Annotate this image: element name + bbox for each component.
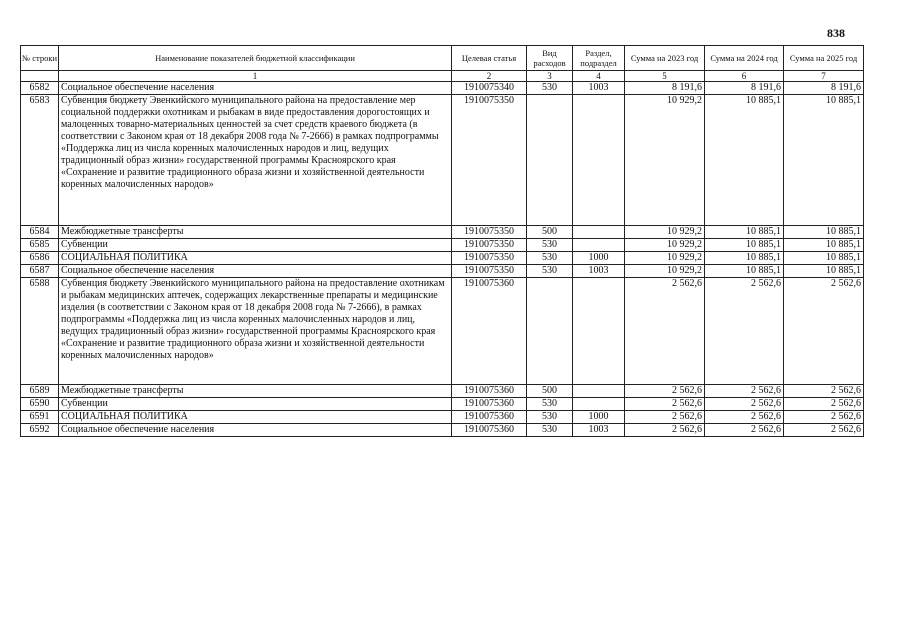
row-sum-2024-cell: 10 885,1 <box>705 252 784 265</box>
row-section-cell: 1000 <box>573 252 625 265</box>
row-sum-2024-cell: 2 562,6 <box>705 398 784 411</box>
table-row <box>21 252 864 265</box>
row-sum-2023-cell: 10 929,2 <box>625 226 705 239</box>
row-sum-2024-cell: 10 885,1 <box>705 239 784 252</box>
row-sum-2024-cell: 2 562,6 <box>705 385 784 398</box>
row-sum-2025-cell: 10 885,1 <box>784 95 864 226</box>
column-number: 7 <box>784 71 864 82</box>
row-section-cell <box>573 95 625 226</box>
row-name-cell: Субвенция бюджету Эвенкийского муниципального района на предоставление охотникам и рыбакам медицинских аптечек, содержащих лекарственные препараты и медицинские изделия (в соответствии с Законом края от 18 декабря 2008 года № 7-2666), в рамках подпрограммы «Поддержка лиц из числа коренных малочисленных народов и лиц, ведущих традиционный образ жизни» государственной программы Красноярского края «Сохранение и развитие традиционного образа жизни и хозяйственной деятельности коренных малочисленных народов» <box>59 278 452 385</box>
row-expense-type-cell: 530 <box>527 252 573 265</box>
row-sum-2023-cell: 8 191,6 <box>625 82 705 95</box>
row-name-cell: СОЦИАЛЬНАЯ ПОЛИТИКА <box>59 411 452 424</box>
row-target-article-cell: 1910075360 <box>452 278 527 385</box>
row-target-article-cell: 1910075350 <box>452 226 527 239</box>
row-target-article-cell: 1910075360 <box>452 385 527 398</box>
row-target-article-cell: 1910075360 <box>452 398 527 411</box>
column-number: 6 <box>705 71 784 82</box>
row-name-cell: Субвенции <box>59 398 452 411</box>
budget-table <box>20 45 864 437</box>
row-sum-2023-cell: 10 929,2 <box>625 265 705 278</box>
row-section-cell: 1003 <box>573 424 625 437</box>
row-name-cell: Межбюджетные трансферты <box>59 385 452 398</box>
row-number-cell: 6586 <box>21 252 59 265</box>
row-section-cell <box>573 226 625 239</box>
row-sum-2024-cell: 2 562,6 <box>705 411 784 424</box>
row-name-cell: Социальное обеспечение населения <box>59 82 452 95</box>
column-number: 4 <box>573 71 625 82</box>
row-target-article-cell: 1910075340 <box>452 82 527 95</box>
row-sum-2023-cell: 2 562,6 <box>625 424 705 437</box>
header-sum-2025: Сумма на 2025 год <box>784 46 864 71</box>
row-target-article-cell: 1910075350 <box>452 239 527 252</box>
row-sum-2025-cell: 2 562,6 <box>784 398 864 411</box>
row-number-cell: 6591 <box>21 411 59 424</box>
row-sum-2025-cell: 10 885,1 <box>784 252 864 265</box>
row-target-article-cell: 1910075350 <box>452 95 527 226</box>
header-row <box>21 46 864 71</box>
table-row <box>21 278 864 385</box>
header-sum-2024: Сумма на 2024 год <box>705 46 784 71</box>
table-row <box>21 226 864 239</box>
row-sum-2023-cell: 10 929,2 <box>625 239 705 252</box>
row-sum-2023-cell: 10 929,2 <box>625 95 705 226</box>
row-expense-type-cell <box>527 278 573 385</box>
row-number-cell: 6588 <box>21 278 59 385</box>
row-sum-2025-cell: 2 562,6 <box>784 411 864 424</box>
row-number-cell: 6592 <box>21 424 59 437</box>
row-expense-type-cell: 500 <box>527 385 573 398</box>
row-sum-2023-cell: 2 562,6 <box>625 385 705 398</box>
row-sum-2025-cell: 10 885,1 <box>784 239 864 252</box>
row-section-cell: 1003 <box>573 82 625 95</box>
row-sum-2025-cell: 10 885,1 <box>784 226 864 239</box>
column-number: 3 <box>527 71 573 82</box>
header-expense-type: Вид расходов <box>527 46 573 71</box>
row-sum-2024-cell: 2 562,6 <box>705 424 784 437</box>
row-sum-2025-cell: 2 562,6 <box>784 385 864 398</box>
header-target-article: Целевая статья <box>452 46 527 71</box>
row-expense-type-cell: 530 <box>527 411 573 424</box>
row-sum-2025-cell: 10 885,1 <box>784 265 864 278</box>
row-sum-2024-cell: 10 885,1 <box>705 95 784 226</box>
row-target-article-cell: 1910075350 <box>452 252 527 265</box>
row-section-cell <box>573 239 625 252</box>
row-section-cell <box>573 278 625 385</box>
row-target-article-cell: 1910075360 <box>452 424 527 437</box>
table-row <box>21 398 864 411</box>
row-section-cell <box>573 385 625 398</box>
row-sum-2025-cell: 2 562,6 <box>784 278 864 385</box>
row-sum-2024-cell: 10 885,1 <box>705 265 784 278</box>
row-sum-2023-cell: 2 562,6 <box>625 411 705 424</box>
row-sum-2023-cell: 2 562,6 <box>625 398 705 411</box>
header-row-number: № строки <box>21 46 59 71</box>
row-name-cell: Социальное обеспечение населения <box>59 265 452 278</box>
row-section-cell: 1003 <box>573 265 625 278</box>
row-expense-type-cell: 530 <box>527 239 573 252</box>
row-number-cell: 6585 <box>21 239 59 252</box>
row-sum-2025-cell: 8 191,6 <box>784 82 864 95</box>
row-expense-type-cell <box>527 95 573 226</box>
column-number-row <box>21 71 864 82</box>
row-expense-type-cell: 500 <box>527 226 573 239</box>
row-sum-2025-cell: 2 562,6 <box>784 424 864 437</box>
row-sum-2023-cell: 10 929,2 <box>625 252 705 265</box>
table-row <box>21 411 864 424</box>
row-target-article-cell: 1910075360 <box>452 411 527 424</box>
page-number: 838 <box>827 26 845 40</box>
row-number-cell: 6587 <box>21 265 59 278</box>
row-name-cell: Социальное обеспечение населения <box>59 424 452 437</box>
row-section-cell: 1000 <box>573 411 625 424</box>
row-name-cell: Межбюджетные трансферты <box>59 226 452 239</box>
row-expense-type-cell: 530 <box>527 424 573 437</box>
header-sum-2023: Сумма на 2023 год <box>625 46 705 71</box>
row-expense-type-cell: 530 <box>527 398 573 411</box>
row-sum-2024-cell: 10 885,1 <box>705 226 784 239</box>
row-expense-type-cell: 530 <box>527 265 573 278</box>
row-section-cell <box>573 398 625 411</box>
table-row <box>21 82 864 95</box>
row-number-cell: 6583 <box>21 95 59 226</box>
table-row <box>21 265 864 278</box>
row-number-cell: 6590 <box>21 398 59 411</box>
table-row <box>21 239 864 252</box>
row-number-cell: 6582 <box>21 82 59 95</box>
row-number-cell: 6589 <box>21 385 59 398</box>
row-name-cell: Субвенция бюджету Эвенкийского муниципального района на предоставление мер социальной поддержки охотникам и рыбакам в виде предоставления дорогостоящих и малоценных товарно-материальных ценностей за счет средств краевого бюджета (в соответствии с Законом края от 18 декабря 2008 года № 7-2666) в рамках подпрограммы «Поддержка лиц из числа коренных малочисленных народов и лиц, ведущих традиционный образ жизни» государственной программы Красноярского края «Сохранение и развитие традиционного образа жизни и хозяйственной деятельности коренных малочисленных народов» <box>59 95 452 226</box>
column-number: 2 <box>452 71 527 82</box>
column-number: 5 <box>625 71 705 82</box>
header-section: Раздел, подраздел <box>573 46 625 71</box>
header-name: Наименование показателей бюджетной классификации <box>59 46 452 71</box>
column-number: 1 <box>59 71 452 82</box>
row-number-cell: 6584 <box>21 226 59 239</box>
table-row <box>21 95 864 226</box>
row-name-cell: Субвенции <box>59 239 452 252</box>
column-number <box>21 71 59 82</box>
row-sum-2024-cell: 8 191,6 <box>705 82 784 95</box>
row-sum-2023-cell: 2 562,6 <box>625 278 705 385</box>
row-sum-2024-cell: 2 562,6 <box>705 278 784 385</box>
table-row <box>21 424 864 437</box>
row-name-cell: СОЦИАЛЬНАЯ ПОЛИТИКА <box>59 252 452 265</box>
row-expense-type-cell: 530 <box>527 82 573 95</box>
row-target-article-cell: 1910075350 <box>452 265 527 278</box>
table-row <box>21 385 864 398</box>
